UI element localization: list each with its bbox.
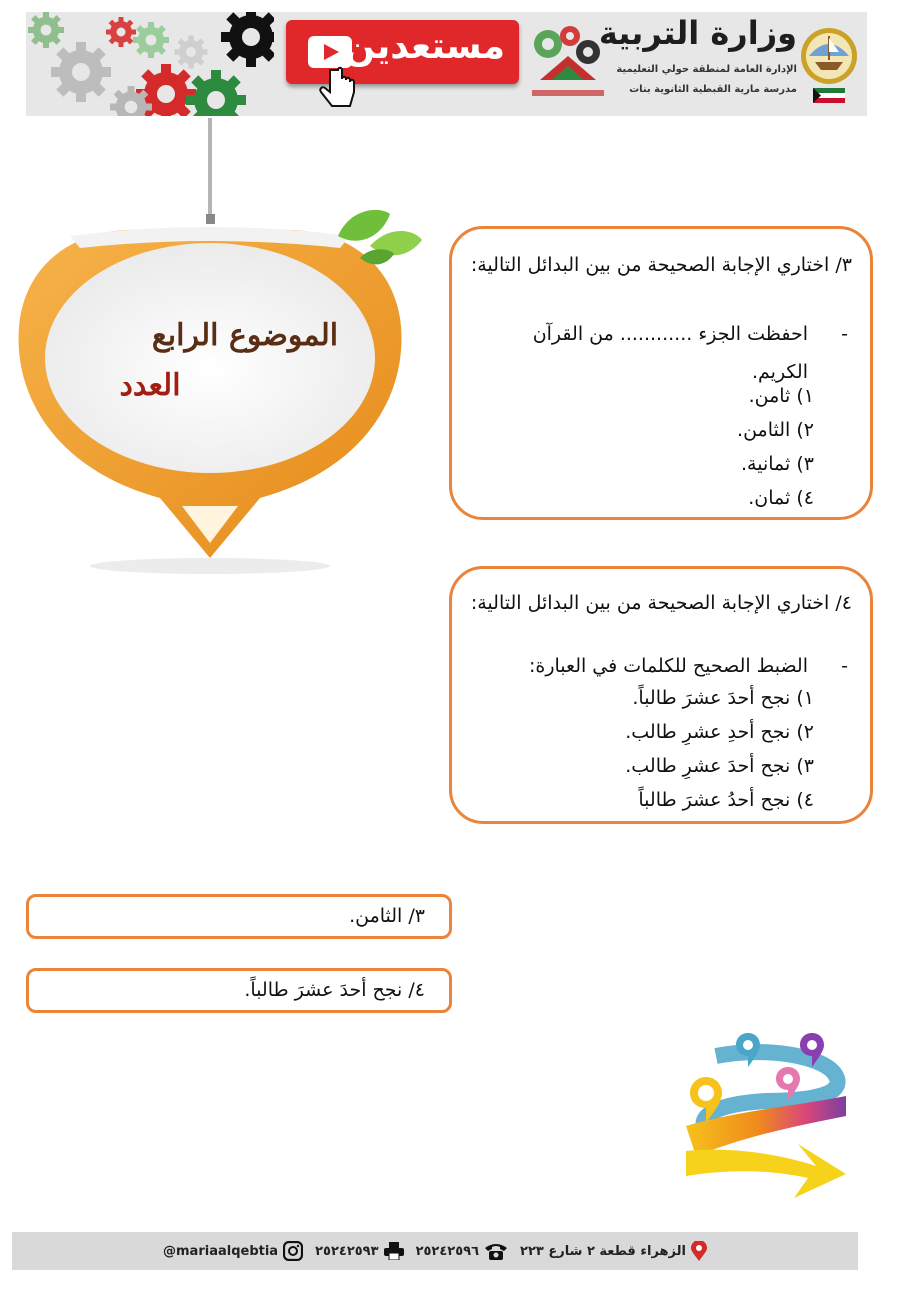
bullet-dash: -	[841, 323, 848, 345]
option-item[interactable]: ٢) الثامن.	[737, 419, 814, 441]
question-stem-text: الضبط الصحيح للكلمات في العبارة:	[528, 655, 808, 677]
question-heading: ٤/ اختاري الإجابة الصحيحة من بين البدائل التالية:	[470, 592, 852, 614]
option-item[interactable]: ٣) نجح أحدَ عشرِ طالب.	[625, 755, 814, 777]
fax-number: ٢٥٢٤٢٥٩٣	[315, 1243, 379, 1259]
bullet-dash: -	[841, 655, 848, 677]
school-logo-text-icon	[532, 86, 604, 100]
option-item[interactable]: ٣) ثمانية.	[741, 453, 814, 475]
footer-phone	[416, 1242, 508, 1260]
youtube-label: مستعدين	[344, 26, 505, 67]
roadmap-pins-icon	[676, 1016, 856, 1198]
school-name: مدرسة مارية القبطية الثانوية بنات	[629, 84, 797, 95]
instagram-icon	[283, 1241, 303, 1261]
ministry-title: وزارة التربية	[598, 14, 797, 52]
telephone-icon	[484, 1242, 508, 1260]
option-item[interactable]: ١) نجح أحدَ عشرَ طالباً.	[632, 687, 814, 709]
instagram-handle: @mariaalqebtia	[163, 1243, 279, 1259]
options-list	[737, 379, 814, 515]
topic-subtitle: العدد	[119, 368, 181, 403]
header-banner	[26, 12, 867, 116]
answer-box-3: ٣/ الثامن.	[26, 894, 452, 939]
ministry-subtitle: الإدارة العامة لمنطقة حولي التعليمية	[616, 64, 797, 75]
option-item[interactable]: ٤) نجح أحدُ عشرَ طالباً	[638, 789, 814, 811]
footer-bar	[12, 1232, 858, 1270]
question-box-4	[449, 566, 873, 824]
option-item[interactable]: ٤) ثمان.	[748, 487, 814, 509]
footer-address	[520, 1241, 707, 1261]
kuwait-emblem-icon	[799, 22, 859, 106]
footer-instagram[interactable]	[163, 1241, 303, 1261]
option-item[interactable]: ١) ثامن.	[748, 385, 814, 407]
question-stem-text: احفظت الجزء ............ من القرآن الكريم.	[532, 323, 808, 383]
footer-fax	[315, 1242, 403, 1260]
fax-icon	[384, 1242, 404, 1260]
location-pin-icon	[691, 1241, 707, 1261]
address-text: الزهراء قطعة ٢ شارع ٢٢٣	[520, 1243, 686, 1259]
option-item[interactable]: ٢) نجح أحدِ عشرِ طالب.	[625, 721, 814, 743]
gears-decoration-icon	[26, 12, 274, 116]
topic-title: الموضوع الرابع	[151, 318, 339, 353]
school-logo-icon	[528, 22, 608, 82]
options-list	[625, 681, 814, 817]
answer-box-4: ٤/ نجح أحدَ عشرَ طالباً.	[26, 968, 452, 1013]
question-box-3	[449, 226, 873, 520]
question-stem	[458, 651, 848, 681]
phone-number: ٢٥٢٤٢٥٩٦	[415, 1243, 480, 1259]
pointer-hand-icon	[316, 64, 366, 114]
question-heading: ٣/ اختاري الإجابة الصحيحة من بين البدائل التالية:	[470, 254, 852, 276]
